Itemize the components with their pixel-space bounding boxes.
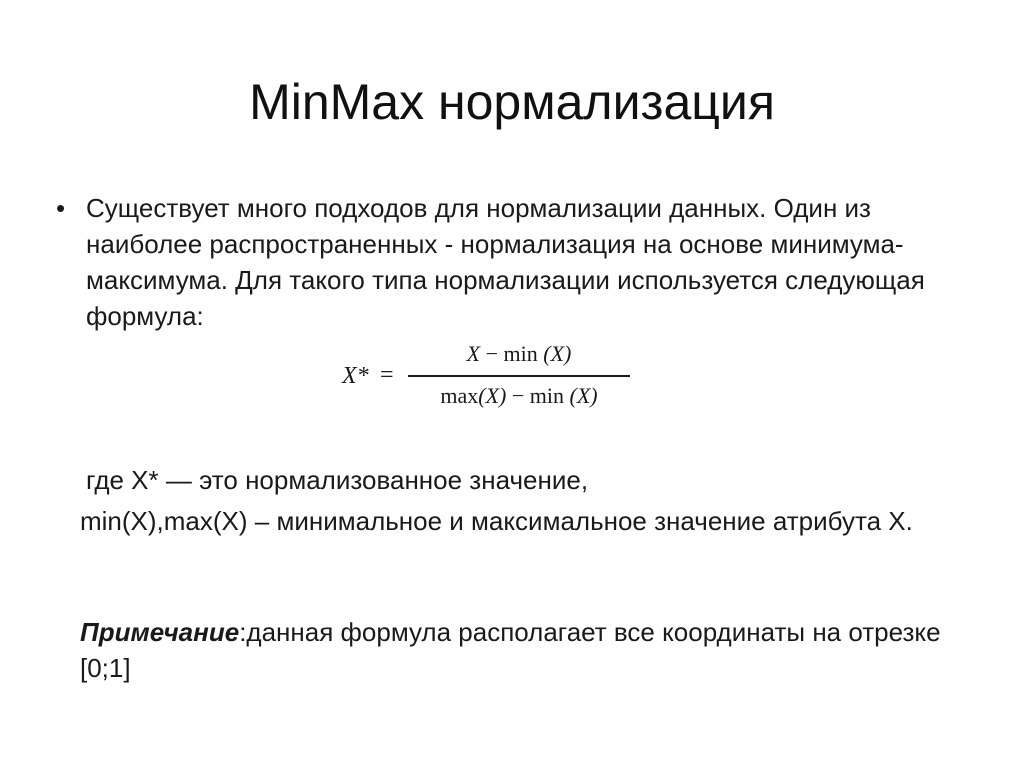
numerator-func: min <box>503 341 538 366</box>
denominator-arg1: (X) <box>478 383 507 408</box>
numerator-op: − <box>485 341 499 366</box>
description-line: min(X),max(X) – минимальное и максимальное значение атрибута X. <box>80 506 913 536</box>
bullet-dot: • <box>56 193 66 223</box>
slide-title: MinMax нормализация <box>249 74 775 130</box>
formula-denominator <box>408 382 630 410</box>
formula-numerator <box>408 340 630 368</box>
where-line: где X* — это нормализованное значение, <box>86 465 589 495</box>
formula-equals: = <box>380 362 394 388</box>
fraction-bar <box>408 375 630 377</box>
denominator-arg2: (X) <box>569 383 598 408</box>
denominator-func2: min <box>529 383 565 408</box>
note <box>80 614 980 686</box>
note-label: Примечание <box>80 617 240 647</box>
note-text: :данная формула располагает все координаты на отрезке [0;1] <box>80 617 941 683</box>
formula-lhs: X* <box>342 363 369 389</box>
formula-fraction <box>408 338 630 418</box>
minmax-formula <box>342 338 642 418</box>
bullet-text: Существует много подходов для нормализации данных. Один из наиболее распространенных - нормализация на основе минимума-максимума. Для такого типа нормализации используется следующая формула: <box>86 193 925 331</box>
denominator-func1: max <box>440 383 479 408</box>
numerator-arg: (X) <box>543 341 572 366</box>
numerator-var: X <box>466 341 481 366</box>
denominator-op: − <box>511 383 525 408</box>
